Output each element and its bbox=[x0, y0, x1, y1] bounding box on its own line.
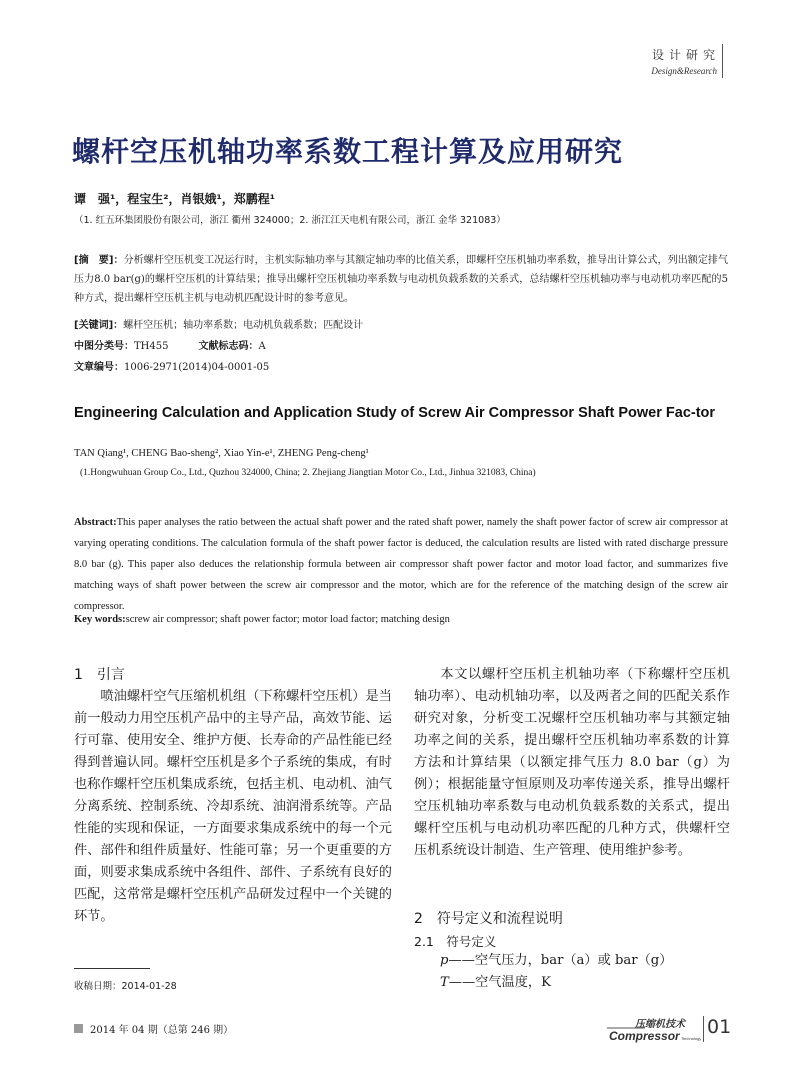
header-divider bbox=[722, 44, 723, 78]
doc-code-value: A bbox=[258, 341, 266, 352]
doc-code-label: 文献标志码： bbox=[198, 341, 259, 352]
keywords-cn-label: [关键词]： bbox=[74, 320, 124, 331]
abstract-en-text: This paper analyses the ratio between the actual shaft power and the rated shaft power, namely the shaft power factor of screw air compressor at varying operating conditions. The calculation formula of the shaft power factor is deduced, the calculation results are listed with rated discharge pressure 8.0 bar (g). This paper also deduces the relationship formula between air compressor shaft power factor and motor load factor, and summarizes five matching ways of shaft power between the screw air compressor and the motor, which are for the reference of the matching design of the screw air compressor. bbox=[74, 517, 728, 612]
page-number: 01 bbox=[707, 1016, 732, 1038]
article-number-value: 1006-2971(2014)04-0001-05 bbox=[124, 362, 270, 373]
column-name-en: Design&Research bbox=[651, 66, 717, 76]
received-date: 收稿日期：2014-01-28 bbox=[74, 981, 177, 992]
section-1-heading: 1 引言 bbox=[74, 667, 125, 683]
keywords-en-text: screw air compressor; shaft power factor; motor load factor; matching design bbox=[125, 614, 450, 625]
symbol-p-text: ——空气压力，bar（a）或 bar（g） bbox=[448, 953, 673, 968]
section-2-1-heading: 2.1 符号定义 bbox=[414, 934, 497, 949]
keywords-en-label: Key words: bbox=[74, 614, 126, 625]
authors: 谭 强¹，程宝生²，肖银娥¹，郑鹏程¹ bbox=[74, 192, 276, 206]
classification-line bbox=[74, 337, 266, 352]
affiliation: （1. 红五环集团股份有限公司，浙江 衢州 324000；2. 浙江江天电机有限公司，浙江 金华 321083） bbox=[74, 215, 506, 226]
footer-divider bbox=[703, 1016, 704, 1042]
paper-title-en: Engineering Calculation and Application Study of Screw Air Compressor Shaft Power Fac-tor bbox=[74, 405, 716, 421]
logo-en-text: Compressor bbox=[609, 1029, 680, 1043]
journal-logo-icon bbox=[605, 1016, 701, 1044]
keywords-en bbox=[74, 614, 450, 625]
paper-title: 螺杆空压机轴功率系数工程计算及应用研究 bbox=[72, 135, 624, 168]
column-name-cn: 设计研究 bbox=[651, 48, 720, 62]
keywords-cn bbox=[74, 316, 363, 331]
classification-label: 中图分类号： bbox=[74, 341, 134, 352]
section-1-paragraph: 喷油螺杆空气压缩机机组（下称螺杆空压机）是当前一般动力用空压机产品中的主导产品，高效节能、运行可靠、使用安全、维护方便、长寿命的产品性能已经得到普遍认同。螺杆空压机是多个子系统的集成，有时也称作螺杆空压机集成系统，包括主机、电动机、油气分离系统、控制系统、冷却系统、油润滑系统等。产品性能的实现和保证，一方面要求集成系统中的每一个元件、部件和组件质量好、性能可靠；另一个更重要的方面，则要求集成系统中各组件、部件、子系统有良好的匹配，这常常是螺杆空压机产品研发过程中一个关键的环节。 bbox=[74, 689, 392, 924]
abstract-cn-text: 分析螺杆空压机变工况运行时，主机实际轴功率与其额定轴功率的比值关系，即螺杆空压机轴功率系数，推导出计算公式，列出额定排气压力8.0 bar(g)的螺杆空压机的计算结果；推导出螺杆空压机轴功率系数与电动机负载系数的关系式，总结螺杆空压机轴功率与电动机功率匹配的5种方式，提出螺杆空压机主机与电动机匹配设计时的参考意见。 bbox=[74, 255, 729, 304]
issue-info: 2014 年 04 期（总第 246 期） bbox=[90, 1025, 234, 1036]
authors-en: TAN Qiang¹, CHENG Bao-sheng², Xiao Yin-e¹, ZHENG Peng-cheng¹ bbox=[74, 448, 369, 459]
symbol-def-p bbox=[440, 950, 730, 972]
logo-cn-text: 压缩机技术 bbox=[635, 1019, 685, 1030]
footnote-rule bbox=[74, 968, 150, 969]
symbol-def-t bbox=[440, 972, 730, 994]
journal-logo bbox=[605, 1016, 701, 1048]
keywords-cn-text: 螺杆空压机；轴功率系数；电动机负载系数；匹配设计 bbox=[123, 320, 364, 331]
logo-small-text: Technology bbox=[681, 1036, 701, 1041]
abstract-en bbox=[74, 512, 728, 617]
abstract-cn-label: [摘 要]： bbox=[74, 255, 124, 266]
intro-paragraph-right: 本文以螺杆空压机主机轴功率（下称螺杆空压机轴功率）、电动机轴功率，以及两者之间的匹配关系作研究对象，分析变工况螺杆空压机轴功率与其额定轴功率之间的关系，提出螺杆空压机轴功率系数的计算方法和计算结果（以额定排气压力 8.0 bar（g）为例）；根据能量守恒原则及功率传递关系，推导出螺杆空压机轴功率系数与电动机负载系数的关系式，提出螺杆空压机与电动机功率匹配的几种方式，供螺杆空压机系统设计制造、生产管理、使用维护参考。 bbox=[414, 667, 730, 858]
article-number-label: 文章编号： bbox=[74, 362, 124, 373]
abstract-en-label: Abstract: bbox=[74, 517, 117, 528]
affiliation-en: (1.Hongwuhuan Group Co., Ltd., Quzhou 324000, China; 2. Zhejiang Jiangtian Motor Co., Ltd., Jinhua 321083, China) bbox=[80, 468, 536, 478]
classification-value: TH455 bbox=[134, 341, 169, 352]
symbol-t: T bbox=[440, 975, 449, 990]
abstract-cn bbox=[74, 251, 728, 308]
symbol-t-text: ——空气温度，K bbox=[448, 975, 551, 990]
section-2-heading: 2 符号定义和流程说明 bbox=[414, 911, 563, 927]
symbol-p: p bbox=[440, 953, 449, 968]
article-number-line bbox=[74, 358, 269, 373]
footer-square-icon bbox=[74, 1024, 83, 1033]
